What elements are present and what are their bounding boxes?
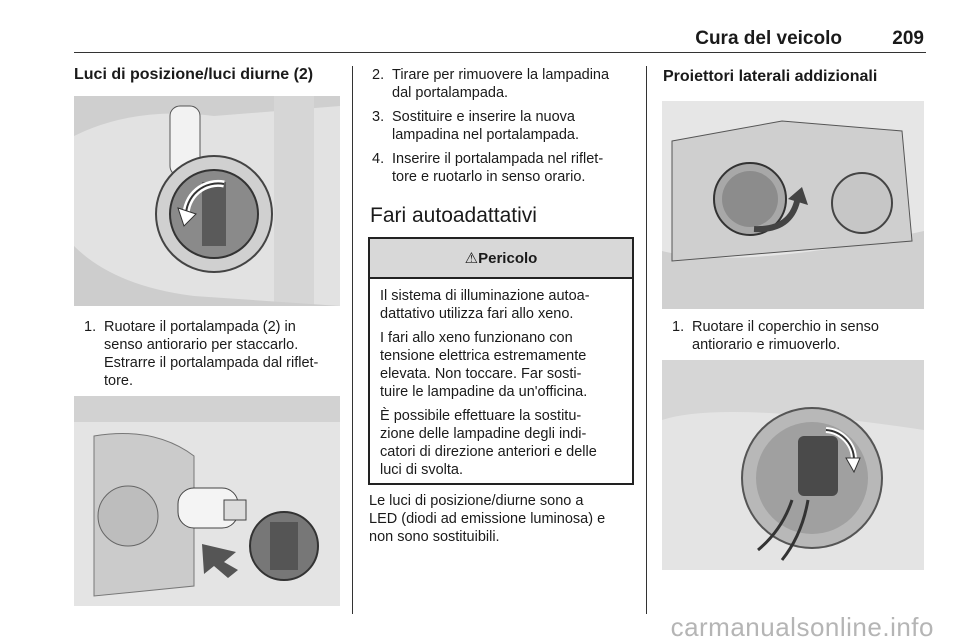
illustration-bulb-removal: [74, 396, 340, 606]
watermark: carmanualsonline.info: [670, 612, 934, 642]
section-title-adaptive-headlights: Fari autoadattativi: [370, 204, 537, 227]
col2-steps: [362, 66, 636, 186]
column-1: [74, 64, 344, 86]
column-divider-2: [646, 66, 647, 614]
page-header: [74, 26, 926, 53]
danger-paragraph-2: I fari allo xeno funzionano con tensione elettrica estremamente elevata. Non toccare. Far sosti- tuire le lampadine da un'officina.: [380, 330, 588, 400]
page-number: 209: [892, 28, 924, 49]
step-1: 1. Ruotare il portalampada (2) in senso antiorario per staccarlo. Estrarre il portalampada dal riflet- tore.: [84, 319, 319, 389]
step-4: 4. Inserire il portalampada nel riflet- tore e ruotarlo in senso orario.: [372, 151, 604, 185]
step-1-side: 1. Ruotare il coperchio in senso antiorario e rimuoverlo.: [672, 319, 879, 353]
section-heading-side-lights: Proiettori laterali addizionali: [663, 68, 878, 85]
chapter-title: Cura del veicolo: [695, 28, 842, 49]
danger-header: [370, 239, 632, 279]
col3-steps: [662, 318, 930, 354]
warning-icon: ⚠: [464, 250, 479, 267]
danger-paragraph-3: È possibile effettuare la sostitu- zione delle lampadine degli indi- catori di direzione anteriori e delle luci di svolta.: [380, 408, 597, 478]
col1-steps: [74, 318, 346, 390]
danger-paragraph-1: Il sistema di illuminazione autoa- dattativo utilizza fari allo xeno.: [380, 288, 590, 322]
danger-box: [368, 237, 634, 485]
step-3: 3. Sostituire e inserire la nuova lampadina nel portalampada.: [372, 109, 580, 143]
illustration-cover-rotate: [662, 101, 924, 309]
illustration-bulb-holder-rotate: [74, 96, 340, 306]
section-heading-position-lights: Luci di posizione/luci diurne (2): [74, 66, 314, 83]
step-2: 2. Tirare per rimuovere la lampadina dal portalampada.: [372, 67, 610, 101]
danger-body: [370, 279, 632, 491]
column-divider-1: [352, 66, 353, 614]
led-note: Le luci di posizione/diurne sono a LED (diodi ad emissione luminosa) e non sono sostituibili.: [369, 493, 606, 545]
illustration-side-light-holder: [662, 360, 924, 570]
danger-label: Pericolo: [478, 249, 538, 267]
